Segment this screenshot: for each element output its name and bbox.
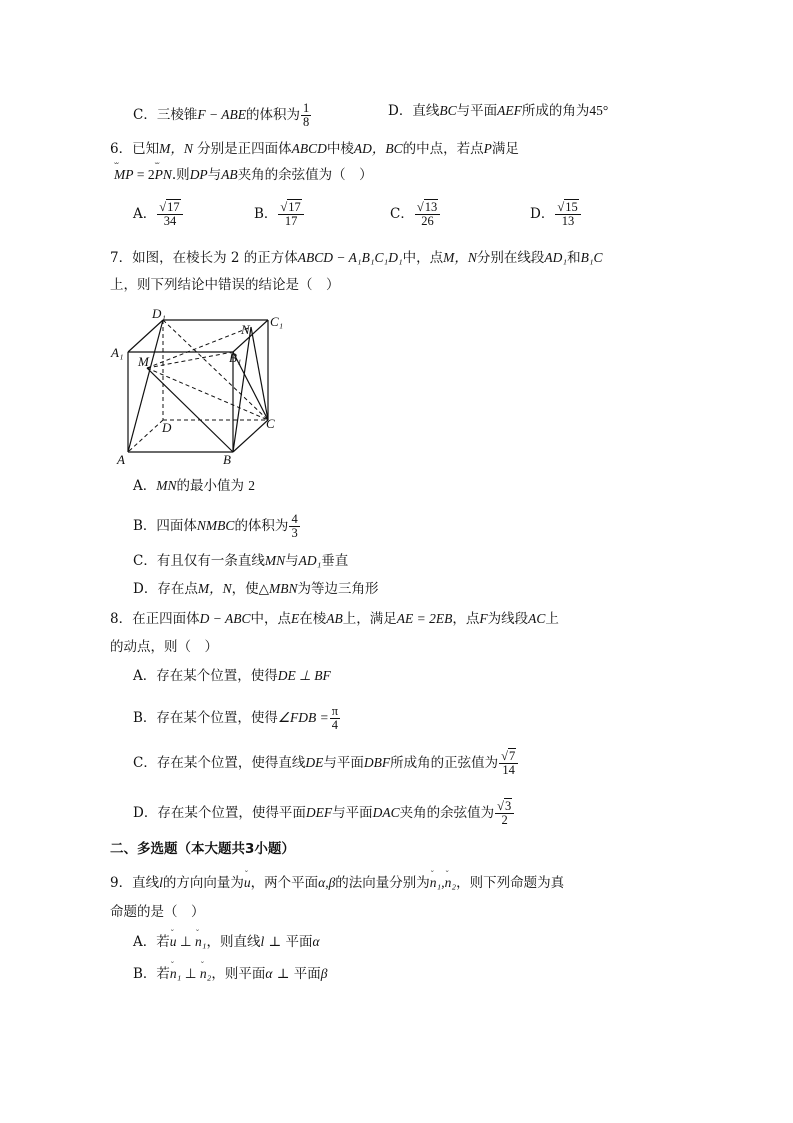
section-2-title: 二、多选题（本大题共3小题） <box>110 841 295 857</box>
q5-c-fraction: $\frac{1}{8}$ <box>302 101 310 129</box>
q8-option-c: C．存在某个位置，使得直线DE与平面DBF所成角的正弦值为 $\frac{√7}{14}$ <box>133 750 519 777</box>
q7-option-b: B．四面体NMBC的体积为 $\frac{4}{3}$ <box>133 512 298 540</box>
q5-option-c: C．三棱锥F − ABE的体积为 $\frac{1}{8}$ <box>133 101 310 129</box>
q6-option-b: B． $\frac{√17}{17}$ <box>254 201 305 228</box>
q8-stem-line1: 8．在正四面体D − ABC中，点E在棱AB上，满足AE = 2EB，点F为线段AC上 <box>110 611 559 627</box>
q8-option-b: B．存在某个位置，使得∠FDB = $\frac{\pi}{4}$ <box>133 704 339 732</box>
q7-option-d: D．存在点M，N，使△MBN为等边三角形 <box>133 581 379 597</box>
q6-stem-line2: ˘˘ MP = 2˘˘ PN.则DP与AB夹角的余弦值为（ ） <box>114 166 373 184</box>
q6-option-c: C． $\frac{√13}{26}$ <box>390 201 441 228</box>
label-n: N <box>241 322 250 337</box>
q7-stem-line2: 上，则下列结论中错误的结论是（ ） <box>110 277 340 293</box>
q8-option-d: D．存在某个位置，使得平面DEF与平面DAC夹角的余弦值为 $\frac{√3}{2}$ <box>133 800 515 827</box>
label-a: A <box>117 452 125 467</box>
label-b: B <box>223 452 231 467</box>
q9-stem-line2: 命题的是（ ） <box>110 904 205 920</box>
cube-figure <box>108 302 293 468</box>
q7-option-a: A．MN的最小值为 2 <box>133 478 256 494</box>
q6-option-a: A． $\frac{√17}{34}$ <box>133 201 184 228</box>
q9-option-a: A．若˘ u ⊥ ˘ n₁，则直线l ⊥ 平面α <box>133 933 320 951</box>
q8-stem-line2: 的动点，则（ ） <box>110 639 218 655</box>
q6-option-d: D． $\frac{√15}{13}$ <box>530 201 582 228</box>
label-b1: B₁ <box>229 350 242 365</box>
q7-stem-line1: 7．如图，在棱长为 2 的正方体ABCD − A₁B₁C₁D₁中，点M，N分别在线段AD₁和B₁C <box>110 250 603 266</box>
label-c: C <box>266 416 275 431</box>
q7-option-c: C．有且仅有一条直线MN与AD₁垂直 <box>133 553 349 569</box>
q8-option-a: A．存在某个位置，使得DE ⊥ BF <box>133 668 331 684</box>
q9-stem-line1: 9．直线l的方向向量为˘ u，两个平面α,β的法向量分别为˘ n₁,˘ n₂，则下列命题为真 <box>110 874 564 892</box>
q6-stem-line1: 6．已知M，N 分别是正四面体ABCD中棱AD，BC的中点，若点P满足 <box>110 141 519 157</box>
label-d1: D₁ <box>152 306 166 321</box>
label-d: D <box>162 420 172 435</box>
label-m: M <box>138 354 149 369</box>
q9-option-b: B．若˘ n₁ ⊥ ˘ n₂，则平面α ⊥ 平面β <box>133 965 327 983</box>
q5-option-d: D．直线BC与平面AEF所成的角为45° <box>388 103 609 119</box>
label-c1: C₁ <box>270 314 284 329</box>
label-a1: A₁ <box>111 345 124 360</box>
